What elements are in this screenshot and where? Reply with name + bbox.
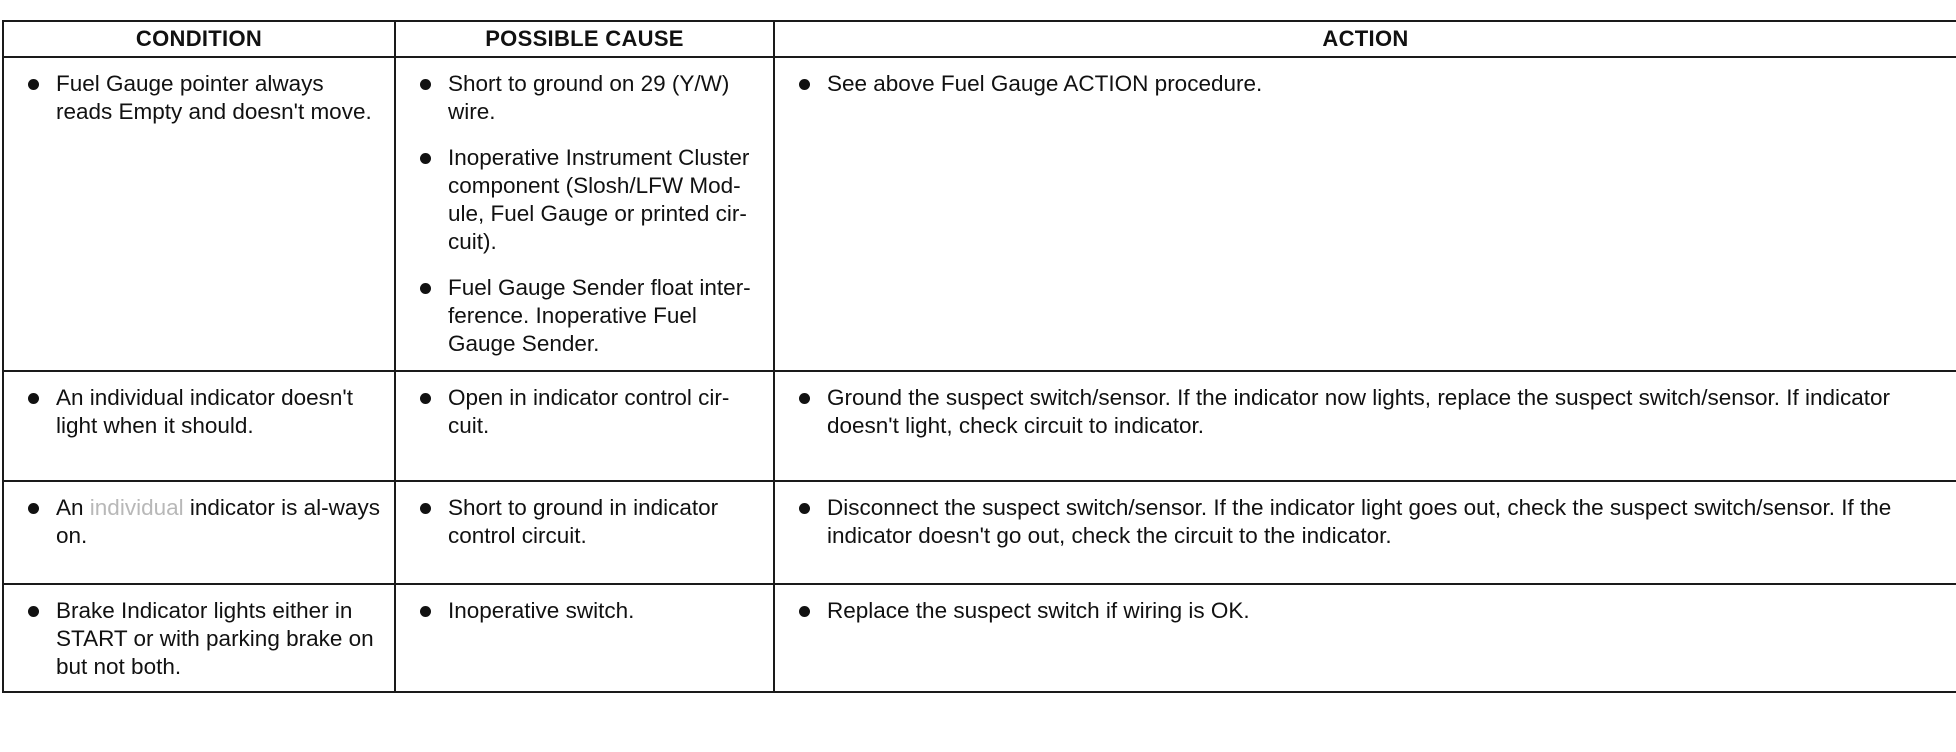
cause-item bbox=[396, 494, 761, 550]
bullet-icon bbox=[28, 503, 39, 514]
cause-text: Inoperative Instrument Cluster component (Slosh/LFW Mod-ule, Fuel Gauge or printed cir-cuit). bbox=[448, 145, 750, 254]
cause-item bbox=[396, 597, 761, 625]
bullet-icon bbox=[420, 153, 431, 164]
action-header: ACTION bbox=[774, 21, 1956, 57]
troubleshooting-table bbox=[2, 20, 1956, 693]
cause-cell bbox=[395, 584, 774, 692]
condition-cell bbox=[3, 57, 395, 371]
bullet-icon bbox=[28, 393, 39, 404]
bullet-icon bbox=[28, 606, 39, 617]
cause-text: Short to ground on 29 (Y/W) wire. bbox=[448, 71, 730, 124]
header-row bbox=[3, 21, 1956, 57]
action-text: See above Fuel Gauge ACTION procedure. bbox=[827, 71, 1263, 96]
table-row bbox=[3, 371, 1956, 481]
cause-item bbox=[396, 384, 761, 440]
bullet-icon bbox=[799, 79, 810, 90]
action-item bbox=[775, 597, 1944, 625]
cause-text: Open in indicator control cir-cuit. bbox=[448, 385, 730, 438]
bullet-icon bbox=[799, 503, 810, 514]
condition-text: Brake Indicator lights either in START or with parking brake on but not both. bbox=[56, 598, 374, 679]
action-cell bbox=[774, 371, 1956, 481]
condition-cell bbox=[3, 371, 395, 481]
cause-cell bbox=[395, 57, 774, 371]
action-cell bbox=[774, 481, 1956, 584]
condition-cell bbox=[3, 584, 395, 692]
table-row bbox=[3, 481, 1956, 584]
action-text: Disconnect the suspect switch/sensor. If the indicator light goes out, check the suspect switch/sensor. If the indicator doesn't go out, check the circuit to the indicator. bbox=[827, 495, 1892, 548]
action-item bbox=[775, 70, 1944, 98]
cause-item bbox=[396, 70, 761, 126]
cause-item bbox=[396, 144, 761, 256]
cause-text: Short to ground in indicator control circuit. bbox=[448, 495, 719, 548]
action-item bbox=[775, 494, 1944, 550]
condition-item bbox=[4, 70, 382, 126]
action-text: Replace the suspect switch if wiring is OK. bbox=[827, 598, 1250, 623]
table-row bbox=[3, 584, 1956, 692]
action-cell bbox=[774, 584, 1956, 692]
condition-faded-word: individual bbox=[89, 495, 184, 520]
condition-text: An individual indicator doesn't light when it should. bbox=[56, 385, 353, 438]
condition-text: Fuel Gauge pointer always reads Empty and doesn't move. bbox=[56, 71, 372, 124]
condition-header: CONDITION bbox=[3, 21, 395, 57]
action-cell bbox=[774, 57, 1956, 371]
cause-cell bbox=[395, 371, 774, 481]
bullet-icon bbox=[420, 503, 431, 514]
cause-text: Inoperative switch. bbox=[448, 598, 635, 623]
bullet-icon bbox=[799, 393, 810, 404]
action-text: Ground the suspect switch/sensor. If the indicator now lights, replace the suspect switch/sensor. If indicator doesn't light, check circuit to indicator. bbox=[827, 385, 1891, 438]
action-item bbox=[775, 384, 1944, 440]
condition-item bbox=[4, 597, 382, 681]
bullet-icon bbox=[28, 79, 39, 90]
condition-prefix: An bbox=[56, 495, 84, 520]
condition-cell bbox=[3, 481, 395, 584]
cause-cell bbox=[395, 481, 774, 584]
cause-text: Fuel Gauge Sender float inter-ference. Inoperative Fuel Gauge Sender. bbox=[448, 275, 751, 356]
bullet-icon bbox=[799, 606, 810, 617]
table-row bbox=[3, 57, 1956, 371]
condition-item bbox=[4, 384, 382, 440]
cause-item bbox=[396, 274, 761, 358]
possible-cause-header: POSSIBLE CAUSE bbox=[395, 21, 774, 57]
bullet-icon bbox=[420, 393, 431, 404]
condition-suffix: indicator is al-ways on. bbox=[56, 495, 380, 548]
bullet-icon bbox=[420, 283, 431, 294]
condition-item bbox=[4, 494, 382, 550]
bullet-icon bbox=[420, 606, 431, 617]
bullet-icon bbox=[420, 79, 431, 90]
